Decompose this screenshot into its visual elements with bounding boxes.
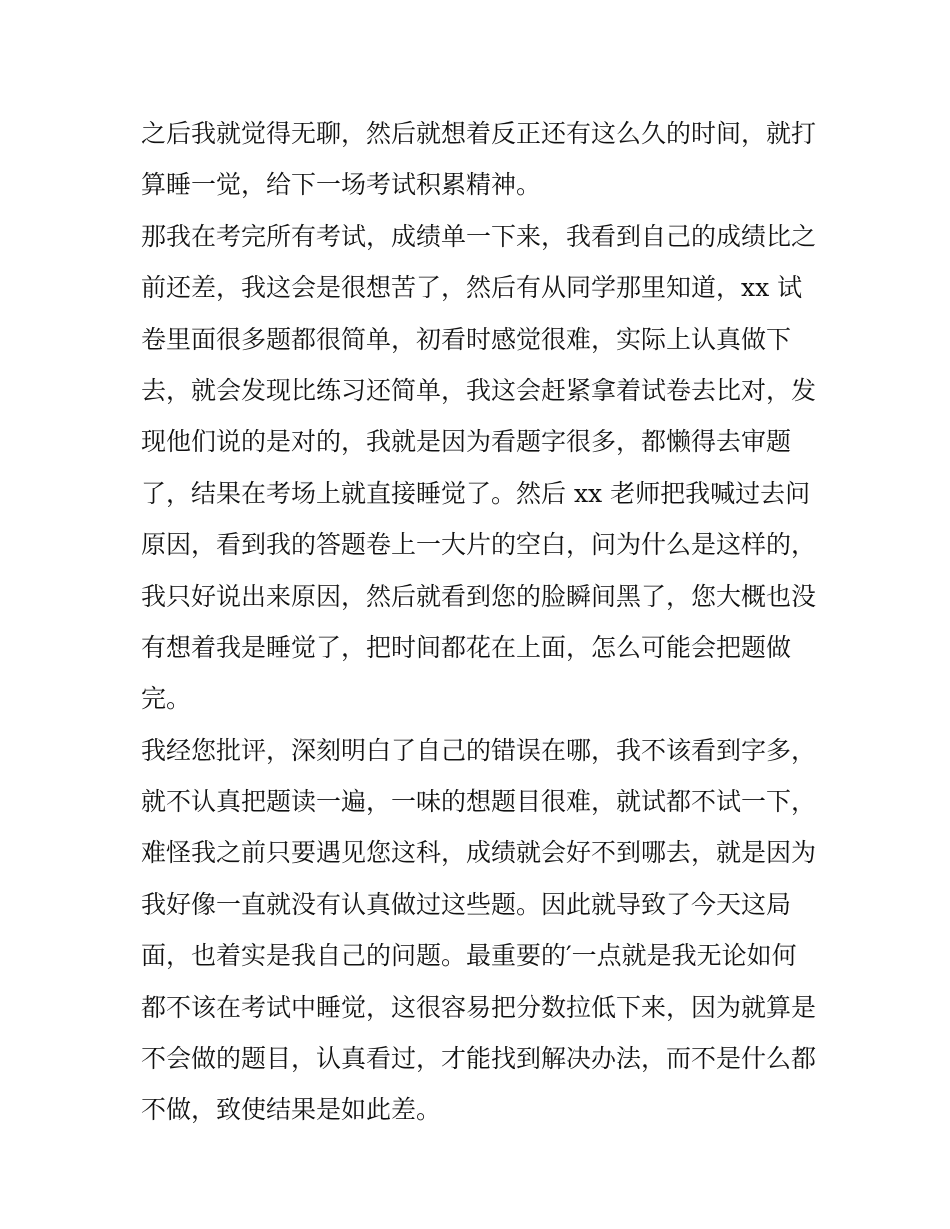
text-line: 我只好说出来原因，然后就看到您的脸瞬间黑了，您大概也没 (141, 581, 817, 611)
text-line: 有想着我是睡觉了，把时间都花在上面，怎么可能会把题做 (141, 632, 792, 662)
text-line: 原因，看到我的答题卷上一大片的空白，问为什么是这样的， (141, 530, 817, 560)
text-line: 了，结果在考场上就直接睡觉了。然后 xx 老师把我喊过去问 (141, 478, 811, 508)
text-line: 我好像一直就没有认真做过这些题。因此就导致了今天这局 (141, 889, 792, 919)
text-line: 不会做的题目，认真看过，才能找到解决办法，而不是什么都 (141, 1044, 817, 1074)
text-line: 完。 (141, 684, 192, 714)
text-line: 算睡一觉，给下一场考试积累精神。 (141, 170, 542, 200)
text-line: 我经您批评，深刻明白了自己的错误在哪，我不该看到字多， (141, 735, 817, 765)
text-line: 现他们说的是对的，我就是因为看题字很多，都懒得去审题 (141, 427, 792, 457)
text-line: 去，就会发现比练习还简单，我这会赶紧拿着试卷去比对，发 (141, 375, 817, 405)
text-line: 都不该在考试中睡觉，这很容易把分数拉低下来，因为就算是 (141, 992, 817, 1022)
text-line: 之后我就觉得无聊，然后就想着反正还有这么久的时间，就打 (141, 119, 817, 148)
text-line: 面，也着实是我自己的问题。最重要的′一点就是我无论如何 (141, 941, 797, 971)
text-line: 难怪我之前只要遇见您这科，成绩就会好不到哪去，就是因为 (141, 838, 817, 868)
text-line: 卷里面很多题都很简单，初看时感觉很难，实际上认真做下 (141, 324, 792, 354)
text-line: 那我在考完所有考试，成绩单一下来，我看到自己的成绩比之 (141, 221, 817, 251)
text-line: 就不认真把题读一遍，一味的想题目很难，就试都不试一下， (141, 787, 817, 817)
text-line: 不做，致使结果是如此差。 (141, 1095, 442, 1125)
text-line: 前还差，我这会是很想苦了，然后有从同学那里知道，xx 试 (141, 273, 803, 303)
body-text (141, 108, 821, 1136)
